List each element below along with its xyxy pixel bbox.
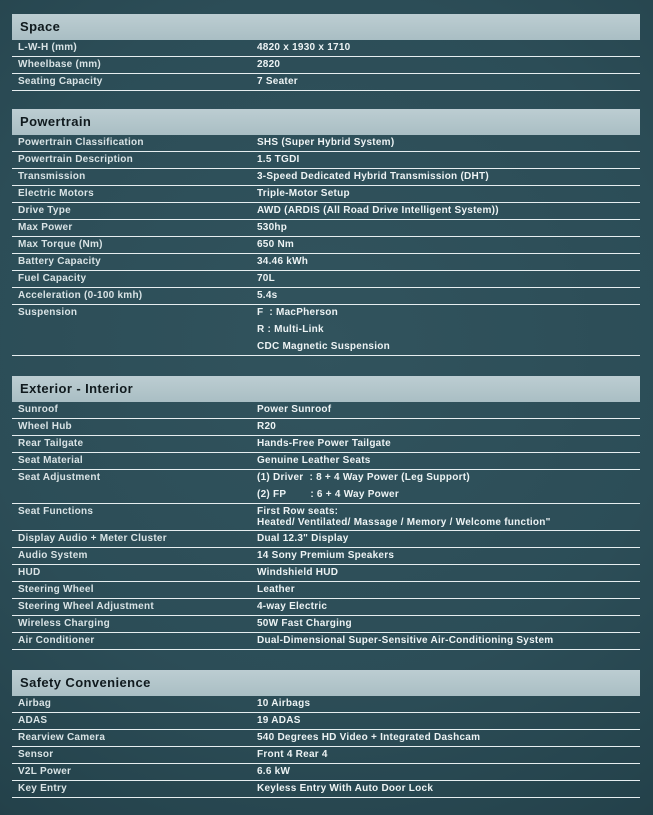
row-value [257, 533, 640, 545]
table-row [12, 419, 640, 436]
row-label: Max Power [18, 222, 73, 233]
row-value-line: Dual-Dimensional Super-Sensitive Air-Conditioning System [257, 635, 554, 646]
spec-section-1 [12, 109, 640, 356]
row-value-line: Heated/ Ventilated/ Massage / Memory / Welcome function" [257, 517, 551, 528]
row-value-line: (1) Driver : 8 + 4 Way Power (Leg Support) [257, 472, 470, 483]
row-value [257, 567, 640, 579]
row-value [257, 137, 640, 149]
row-value [257, 307, 640, 353]
row-label: Sunroof [18, 404, 59, 415]
spec-section-0 [12, 14, 640, 91]
row-value [257, 256, 640, 268]
row-value [257, 76, 640, 88]
row-label: Powertrain Classification [18, 137, 144, 148]
row-value [257, 635, 640, 647]
row-label: Electric Motors [18, 188, 94, 199]
row-value-line: 10 Airbags [257, 698, 311, 709]
row-value-line: 3-Speed Dedicated Hybrid Transmission (DHT) [257, 171, 489, 182]
table-row [12, 531, 640, 548]
table-row [12, 781, 640, 798]
row-value [257, 59, 640, 71]
row-value [257, 698, 640, 710]
row-value-line: Front 4 Rear 4 [257, 749, 328, 760]
row-label: Steering Wheel [18, 584, 94, 595]
table-row [12, 764, 640, 781]
table-row [12, 220, 640, 237]
row-label: Seat Adjustment [18, 472, 101, 483]
row-value-line: R20 [257, 421, 277, 432]
table-row [12, 696, 640, 713]
row-label: Fuel Capacity [18, 273, 87, 284]
row-value-line: Triple-Motor Setup [257, 188, 350, 199]
table-row [12, 169, 640, 186]
table-row [12, 565, 640, 582]
row-label: Drive Type [18, 205, 71, 216]
row-label: Air Conditioner [18, 635, 95, 646]
row-value-line: 14 Sony Premium Speakers [257, 550, 395, 561]
table-row [12, 582, 640, 599]
section-title: Powertrain [12, 109, 640, 135]
table-row [12, 470, 640, 504]
row-label: Max Torque (Nm) [18, 239, 103, 250]
row-label: V2L Power [18, 766, 72, 777]
row-label: Seat Functions [18, 506, 94, 517]
row-label: HUD [18, 567, 41, 578]
row-value-line: 70L [257, 273, 275, 284]
row-value [257, 506, 640, 528]
row-label: Key Entry [18, 783, 67, 794]
row-value-line: 4-way Electric [257, 601, 328, 612]
row-value-line: 530hp [257, 222, 288, 233]
row-value-line: Keyless Entry With Auto Door Lock [257, 783, 434, 794]
table-row [12, 402, 640, 419]
row-value-line: SHS (Super Hybrid System) [257, 137, 395, 148]
section-title: Safety Convenience [12, 670, 640, 696]
row-value-line: R : Multi-Link [257, 324, 324, 335]
table-row [12, 436, 640, 453]
table-row [12, 57, 640, 74]
table-row [12, 504, 640, 531]
row-label: Audio System [18, 550, 88, 561]
row-label: Wheel Hub [18, 421, 72, 432]
row-label: Suspension [18, 307, 78, 318]
table-row [12, 730, 640, 747]
table-row [12, 271, 640, 288]
row-label: Rear Tailgate [18, 438, 84, 449]
row-label: Airbag [18, 698, 52, 709]
row-value [257, 766, 640, 778]
row-label: Powertrain Description [18, 154, 133, 165]
table-row [12, 453, 640, 470]
row-value-line: 2820 [257, 59, 281, 70]
row-value [257, 783, 640, 795]
row-label: Wireless Charging [18, 618, 110, 629]
row-value [257, 438, 640, 450]
section-title: Space [12, 14, 640, 40]
row-value-line: 34.46 kWh [257, 256, 309, 267]
row-value [257, 715, 640, 727]
row-value [257, 188, 640, 200]
spec-section-2 [12, 376, 640, 650]
section-title: Exterior - Interior [12, 376, 640, 402]
row-value-line: First Row seats: [257, 506, 339, 517]
row-value [257, 455, 640, 467]
table-row [12, 713, 640, 730]
row-label: Battery Capacity [18, 256, 101, 267]
row-value [257, 273, 640, 285]
table-row [12, 599, 640, 616]
row-label: Steering Wheel Adjustment [18, 601, 154, 612]
row-value-line: AWD (ARDIS (All Road Drive Intelligent System)) [257, 205, 499, 216]
row-value [257, 222, 640, 234]
row-value-line: 6.6 kW [257, 766, 291, 777]
row-value [257, 154, 640, 166]
row-value [257, 404, 640, 416]
row-value [257, 749, 640, 761]
row-value-line: 19 ADAS [257, 715, 301, 726]
row-label: Acceleration (0-100 kmh) [18, 290, 143, 301]
row-value [257, 550, 640, 562]
row-label: Sensor [18, 749, 54, 760]
row-value-line: 540 Degrees HD Video + Integrated Dashcam [257, 732, 481, 743]
row-value [257, 618, 640, 630]
spec-section-3 [12, 670, 640, 798]
row-value-line: 50W Fast Charging [257, 618, 352, 629]
row-value-line: Windshield HUD [257, 567, 339, 578]
row-label: Display Audio + Meter Cluster [18, 533, 167, 544]
table-row [12, 747, 640, 764]
row-label: Wheelbase (mm) [18, 59, 101, 70]
row-value [257, 584, 640, 596]
row-label: Seat Material [18, 455, 83, 466]
row-label: L-W-H (mm) [18, 42, 77, 53]
row-value-line: Genuine Leather Seats [257, 455, 371, 466]
row-value-line: 4820 x 1930 x 1710 [257, 42, 351, 53]
table-row [12, 305, 640, 356]
row-label: Transmission [18, 171, 86, 182]
row-label: ADAS [18, 715, 48, 726]
table-row [12, 288, 640, 305]
table-row [12, 548, 640, 565]
row-value-line: Hands-Free Power Tailgate [257, 438, 391, 449]
table-row [12, 186, 640, 203]
table-row [12, 254, 640, 271]
row-label: Seating Capacity [18, 76, 103, 87]
row-value-line: Leather [257, 584, 295, 595]
row-value [257, 472, 640, 501]
row-value [257, 42, 640, 54]
row-value-line: Dual 12.3" Display [257, 533, 349, 544]
table-row [12, 633, 640, 650]
table-row [12, 203, 640, 220]
table-row [12, 135, 640, 152]
table-row [12, 74, 640, 91]
row-value-line: CDC Magnetic Suspension [257, 341, 390, 352]
row-value [257, 205, 640, 217]
row-value [257, 601, 640, 613]
row-value-line: (2) FP : 6 + 4 Way Power [257, 489, 399, 500]
row-value-line: 5.4s [257, 290, 278, 301]
row-value-line: 7 Seater [257, 76, 298, 87]
row-value-line: Power Sunroof [257, 404, 332, 415]
row-value-line: 650 Nm [257, 239, 295, 250]
row-value-line: 1.5 TGDI [257, 154, 300, 165]
table-row [12, 152, 640, 169]
row-value [257, 421, 640, 433]
table-row [12, 237, 640, 254]
row-value [257, 239, 640, 251]
table-row [12, 40, 640, 57]
row-value [257, 171, 640, 183]
table-row [12, 616, 640, 633]
row-value [257, 732, 640, 744]
row-value [257, 290, 640, 302]
row-value-line: F : MacPherson [257, 307, 338, 318]
row-label: Rearview Camera [18, 732, 106, 743]
